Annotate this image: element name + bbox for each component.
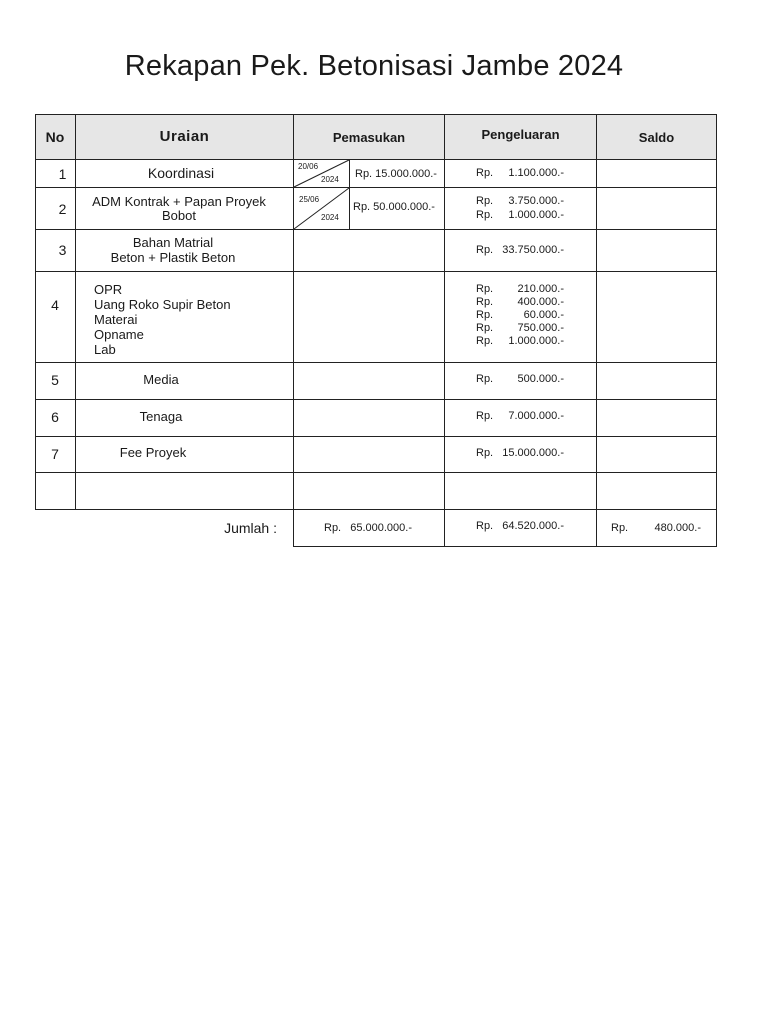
row-7-pengeluaran-amount: 15.000.000.- [502,447,564,459]
row-4-no: 4 [51,297,59,313]
page-title: Rekapan Pek. Betonisasi Jambe 2024 [124,50,624,82]
row-1-uraian: Koordinasi [147,165,215,181]
row-2-pengeluaran-amount: 1.000.000.- [508,209,564,221]
row-4-uraian-line: Opname [94,327,144,342]
row-divider [35,399,717,400]
total-pengeluaran: 64.520.000.- [502,520,564,532]
header-uraian: Uraian [159,128,210,145]
total-pengeluaran-rp: Rp. [476,520,494,532]
table-border-right [716,114,717,547]
row-1-pengeluaran-rp: Rp. [476,167,494,179]
total-pemasukan-rp: Rp. [324,522,342,534]
row-2-uraian-line: ADM Kontrak + Papan Proyek [92,194,266,209]
row-2-pengeluaran-rp: Rp. [476,209,494,221]
col-divider-pemasukan [444,114,445,547]
row-6-pengeluaran-rp: Rp. [476,410,494,422]
row-2-pengeluaran-rp: Rp. [476,195,494,207]
row-6-uraian: Tenaga [139,409,183,424]
row-4-pengeluaran-rp: Rp. [476,296,494,308]
row-4-pengeluaran-amount: 60.000.- [523,309,564,321]
row-divider [35,436,717,437]
col-divider-pengeluaran [596,114,597,547]
row-4-pengeluaran-rp: Rp. [476,283,494,295]
row-1-date-top: 20/06 [298,162,319,171]
row-2-date-top: 25/06 [299,195,320,204]
row-4-pengeluaran-rp: Rp. [476,335,494,347]
row-2-pemasukan: Rp. 50.000.000.- [353,201,435,213]
row-4-pengeluaran-amount: 1.000.000.- [508,335,564,347]
row-4-pengeluaran-amount: 400.000.- [517,296,564,308]
header-saldo: Saldo [638,130,675,145]
table-header-divider [35,159,717,160]
table-body-bottom [35,509,717,510]
header-pemasukan: Pemasukan [332,130,406,145]
row-divider [35,362,717,363]
row-4-uraian-line: Uang Roko Supir Beton [94,297,231,312]
row-5-no: 5 [51,372,59,388]
row-2-no: 2 [58,201,67,217]
row-4-pengeluaran-rp: Rp. [476,322,494,334]
row-4-uraian-line: OPR [94,282,123,297]
row-5-pengeluaran-rp: Rp. [476,373,494,385]
table-border-top [35,114,717,115]
row-4-pengeluaran-amount: 750.000.- [517,322,564,334]
row-7-no: 7 [51,446,59,462]
row-2-date-bottom: 2024 [321,213,339,222]
row-divider [35,472,717,473]
row-6-pengeluaran-amount: 7.000.000.- [508,410,564,422]
header-no: No [45,129,65,145]
row-4-pengeluaran-amount: 210.000.- [517,283,564,295]
row-divider [35,187,717,188]
row-3-pengeluaran-rp: Rp. [476,244,494,256]
row-6-no: 6 [51,409,59,425]
total-saldo: 480.000.- [654,522,701,534]
row-3-uraian-line: Bahan Matrial [132,235,214,250]
row-5-pengeluaran-amount: 500.000.- [517,373,564,385]
row-5-uraian: Media [143,372,179,387]
row-1-date-bottom: 2024 [321,175,339,184]
row-divider [35,271,717,272]
row-4-uraian-line: Lab [94,342,116,357]
row-1-no: 1 [58,166,67,182]
total-pemasukan: 65.000.000.- [350,522,412,534]
header-pengeluaran: Pengeluaran [481,127,560,142]
row-7-uraian: Fee Proyek [119,445,187,460]
row-2-uraian-line: Bobot [162,208,196,223]
row-3-uraian-line: Beton + Plastik Beton [110,250,236,265]
total-saldo-rp: Rp. [611,522,629,534]
row-3-no: 3 [58,242,67,258]
row-2-pengeluaran-amount: 3.750.000.- [508,195,564,207]
total-row-bottom [293,546,717,547]
row-4-pengeluaran-rp: Rp. [476,309,494,321]
row-7-pengeluaran-rp: Rp. [476,447,494,459]
total-label: Jumlah : [224,520,277,536]
row-1-pengeluaran-amount: 1.100.000.- [508,167,564,179]
row-1-pemasukan: Rp. 15.000.000.- [355,168,437,180]
row-4-uraian-line: Materai [94,312,138,327]
row-divider [35,229,717,230]
row-3-pengeluaran-amount: 33.750.000.- [502,244,564,256]
